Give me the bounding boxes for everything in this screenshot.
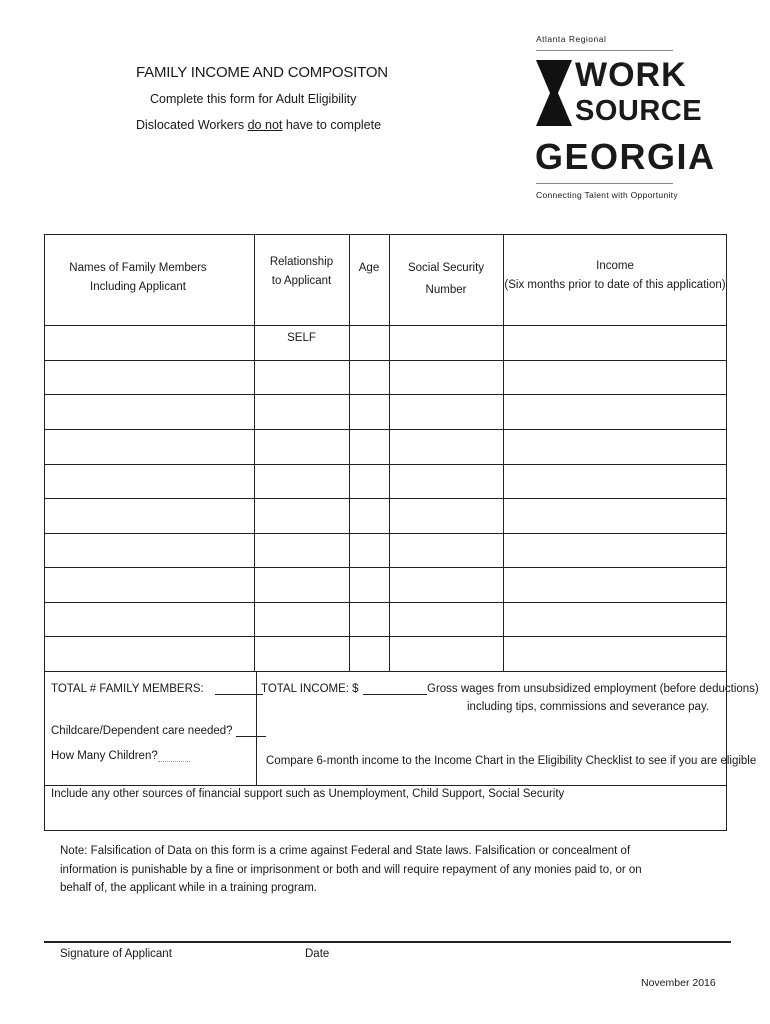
logo-source: SOURCE [575, 95, 703, 127]
total-members-field[interactable] [51, 683, 263, 695]
how-many-children-field[interactable] [51, 750, 190, 762]
family-member-row-4[interactable] [45, 430, 727, 464]
family-member-row-10[interactable] [45, 637, 727, 671]
compare-income-note: Compare 6-month income to the Income Chart in the Eligibility Checklist to see if you are eligible [266, 755, 757, 767]
family-member-row-9[interactable] [45, 603, 727, 636]
form-subtitle: Complete this form for Adult Eligibility [150, 92, 357, 106]
logo-georgia: GEORGIA [535, 136, 716, 177]
logo-rule-bottom [536, 183, 673, 184]
col-header-ssn: Social Security Number [407, 262, 485, 296]
family-member-row-2[interactable] [45, 361, 727, 394]
other-sources-field[interactable] [45, 805, 727, 831]
total-income-blank[interactable] [363, 694, 427, 695]
col-header-names: Names of Family Members Including Applicant [69, 262, 207, 293]
logo-hourglass-icon [536, 60, 572, 126]
total-members-blank[interactable] [215, 694, 263, 695]
how-many-children-label: How Many Children? [51, 750, 158, 762]
family-member-row-1[interactable] [45, 326, 254, 360]
family-member-row-8[interactable] [45, 568, 727, 602]
family-member-row-5[interactable] [45, 465, 727, 498]
col-header-relationship: Relationship to Applicant [269, 256, 334, 287]
family-member-row-3[interactable] [45, 395, 727, 429]
dislocated-note-suffix: have to complete [282, 118, 382, 132]
signature-label: Signature of Applicant [60, 948, 172, 960]
col-header-income: Income (Six months prior to date of this application) [504, 260, 726, 291]
logo-tagline: Connecting Talent with Opportunity [536, 190, 678, 200]
logo-rule-top [536, 50, 673, 51]
gross-wages-line-1: Gross wages from unsubsidized employment (before deductions) [427, 683, 759, 695]
childcare-field[interactable] [51, 725, 266, 737]
worksource-logo [0, 0, 1, 1]
dislocated-note [136, 118, 381, 132]
family-member-row-6[interactable] [45, 499, 727, 533]
logo-work: WORK [575, 56, 687, 94]
other-sources-label: Include any other sources of financial support such as Unemployment, Child Support, Social Security [51, 788, 565, 800]
logo-region: Atlanta Regional [536, 34, 607, 44]
childcare-label: Childcare/Dependent care needed? [51, 725, 233, 737]
dislocated-note-emphasis: do not [247, 118, 283, 132]
falsification-note: Note: Falsification of Data on this form is a crime against Federal and State laws. Falsification or concealment of information is punishable by a fine or imprisonment or both and will require repayment of any monies paid to, or on behalf of, the applicant while in a training program. [60, 845, 642, 894]
date-label: Date [305, 948, 330, 960]
total-members-label: TOTAL # FAMILY MEMBERS: [51, 683, 204, 695]
family-member-row-7[interactable] [45, 534, 727, 567]
gross-wages-line-2: including tips, commissions and severance pay. [467, 701, 710, 713]
how-many-children-blank[interactable] [158, 761, 190, 762]
total-income-label: TOTAL INCOME: $ [261, 683, 359, 695]
form-title: FAMILY INCOME AND COMPOSITON [136, 64, 388, 81]
self-label: SELF [287, 332, 316, 344]
childcare-blank[interactable] [236, 736, 266, 737]
col-header-age: Age [358, 262, 380, 274]
family-income-table [44, 234, 759, 831]
signature-line[interactable] [44, 941, 731, 943]
form-version: November 2016 [641, 977, 716, 989]
dislocated-note-prefix: Dislocated Workers [136, 118, 248, 132]
total-income-field[interactable] [261, 683, 427, 695]
